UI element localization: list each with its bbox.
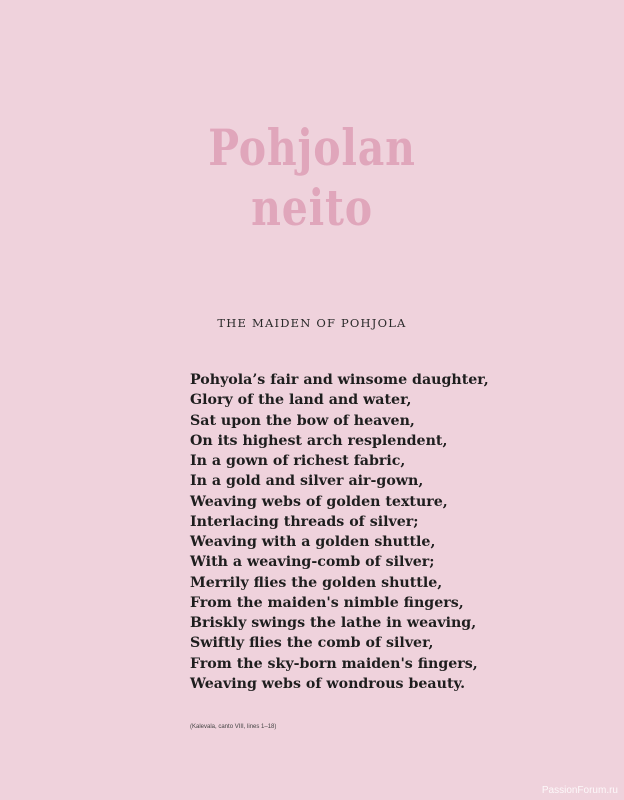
poem-line: Swiftly flies the comb of silver,: [190, 635, 434, 652]
poem-line: Pohyola’s fair and winsome daughter,: [190, 372, 489, 388]
poem-line: Weaving webs of golden texture,: [190, 493, 448, 510]
poem-subtitle: THE MAIDEN OF POHJOLA: [217, 316, 407, 330]
poem-title: [56, 118, 568, 238]
poem-line: Glory of the land and water,: [190, 392, 412, 409]
poem-line: In a gown of richest fabric,: [190, 453, 406, 469]
poem-line: Weaving with a golden shuttle,: [190, 534, 436, 550]
poem-body: [190, 370, 590, 694]
citation: (Kalevala, canto VIII, lines 1–18): [190, 724, 277, 730]
poem-line: From the sky-born maiden's fingers,: [190, 655, 478, 672]
poem-line: Merrily flies the golden shuttle,: [190, 574, 443, 591]
poem-title-line-2: neito: [251, 178, 373, 237]
poem-line: Interlacing threads of silver;: [190, 513, 419, 530]
poem-line: In a gold and silver air-gown,: [190, 473, 424, 490]
poem-line: Weaving webs of wondrous beauty.: [190, 675, 466, 692]
watermark: PassionForum.ru: [541, 785, 618, 796]
poem-line: Sat upon the bow of heaven,: [190, 412, 415, 429]
poem-title-line-1: Pohjolan: [208, 118, 416, 177]
poem-line: With a weaving-comb of silver;: [190, 554, 435, 571]
poem-line: From the maiden's nimble fingers,: [190, 594, 464, 611]
poem-line: On its highest arch resplendent,: [190, 432, 448, 449]
poem-line: Briskly swings the lathe in weaving,: [190, 615, 477, 631]
